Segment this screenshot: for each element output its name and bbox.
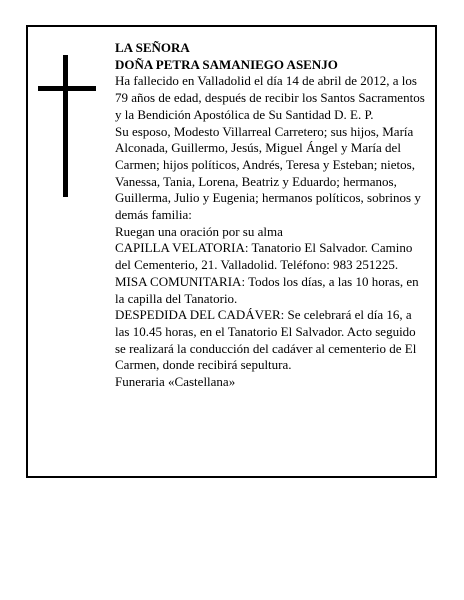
family-list: Su esposo, Modesto Villarreal Carretero; sus hijos, María Alconada, Guillermo, Jesús, Miguel Ángel y María del Carmen; hijos políticos, Andrés, Teresa y Esteban; nietos, Vanessa, Tania, Lorena, Beatriz y Eduardo; hermanos, Guillerma, Julio y Eugenia; hermanos políticos, sobrinos y demás familia: xyxy=(115,123,421,223)
prayer-request: Ruegan una oración por su alma xyxy=(115,223,283,239)
death-statement: Ha fallecido en Valladolid el día 14 de abril de 2012, a los 79 años de edad, después de recibir los Santos Sacramentos y la Bendición Apostólica de Su Santidad D. E. P. xyxy=(115,73,425,122)
notice-body xyxy=(115,40,425,391)
cross-horizontal-bar xyxy=(38,86,96,91)
deceased-name: DOÑA PETRA SAMANIEGO ASENJO xyxy=(115,56,338,72)
cross-icon xyxy=(38,55,96,197)
notice-title: LA SEÑORA xyxy=(115,40,190,55)
funeral-home: Funeraria «Castellana» xyxy=(115,374,236,390)
mass-info: MISA COMUNITARIA: Todos los días, a las 10 horas, en la capilla del Tanatorio. xyxy=(115,273,419,306)
chapel-info: CAPILLA VELATORIA: Tanatorio El Salvador. Camino del Cementerio, 21. Valladolid. Teléfono: 983 251225. xyxy=(115,240,413,273)
farewell-info: DESPEDIDA DEL CADÁVER: Se celebrará el día 16, a las 10.45 horas, en el Tanatorio El Salvador. Acto seguido se realizará la conducción del cadáver al cementerio de El Carmen, donde recibirá sepultura. xyxy=(115,307,417,373)
cross-vertical-bar xyxy=(63,55,68,197)
